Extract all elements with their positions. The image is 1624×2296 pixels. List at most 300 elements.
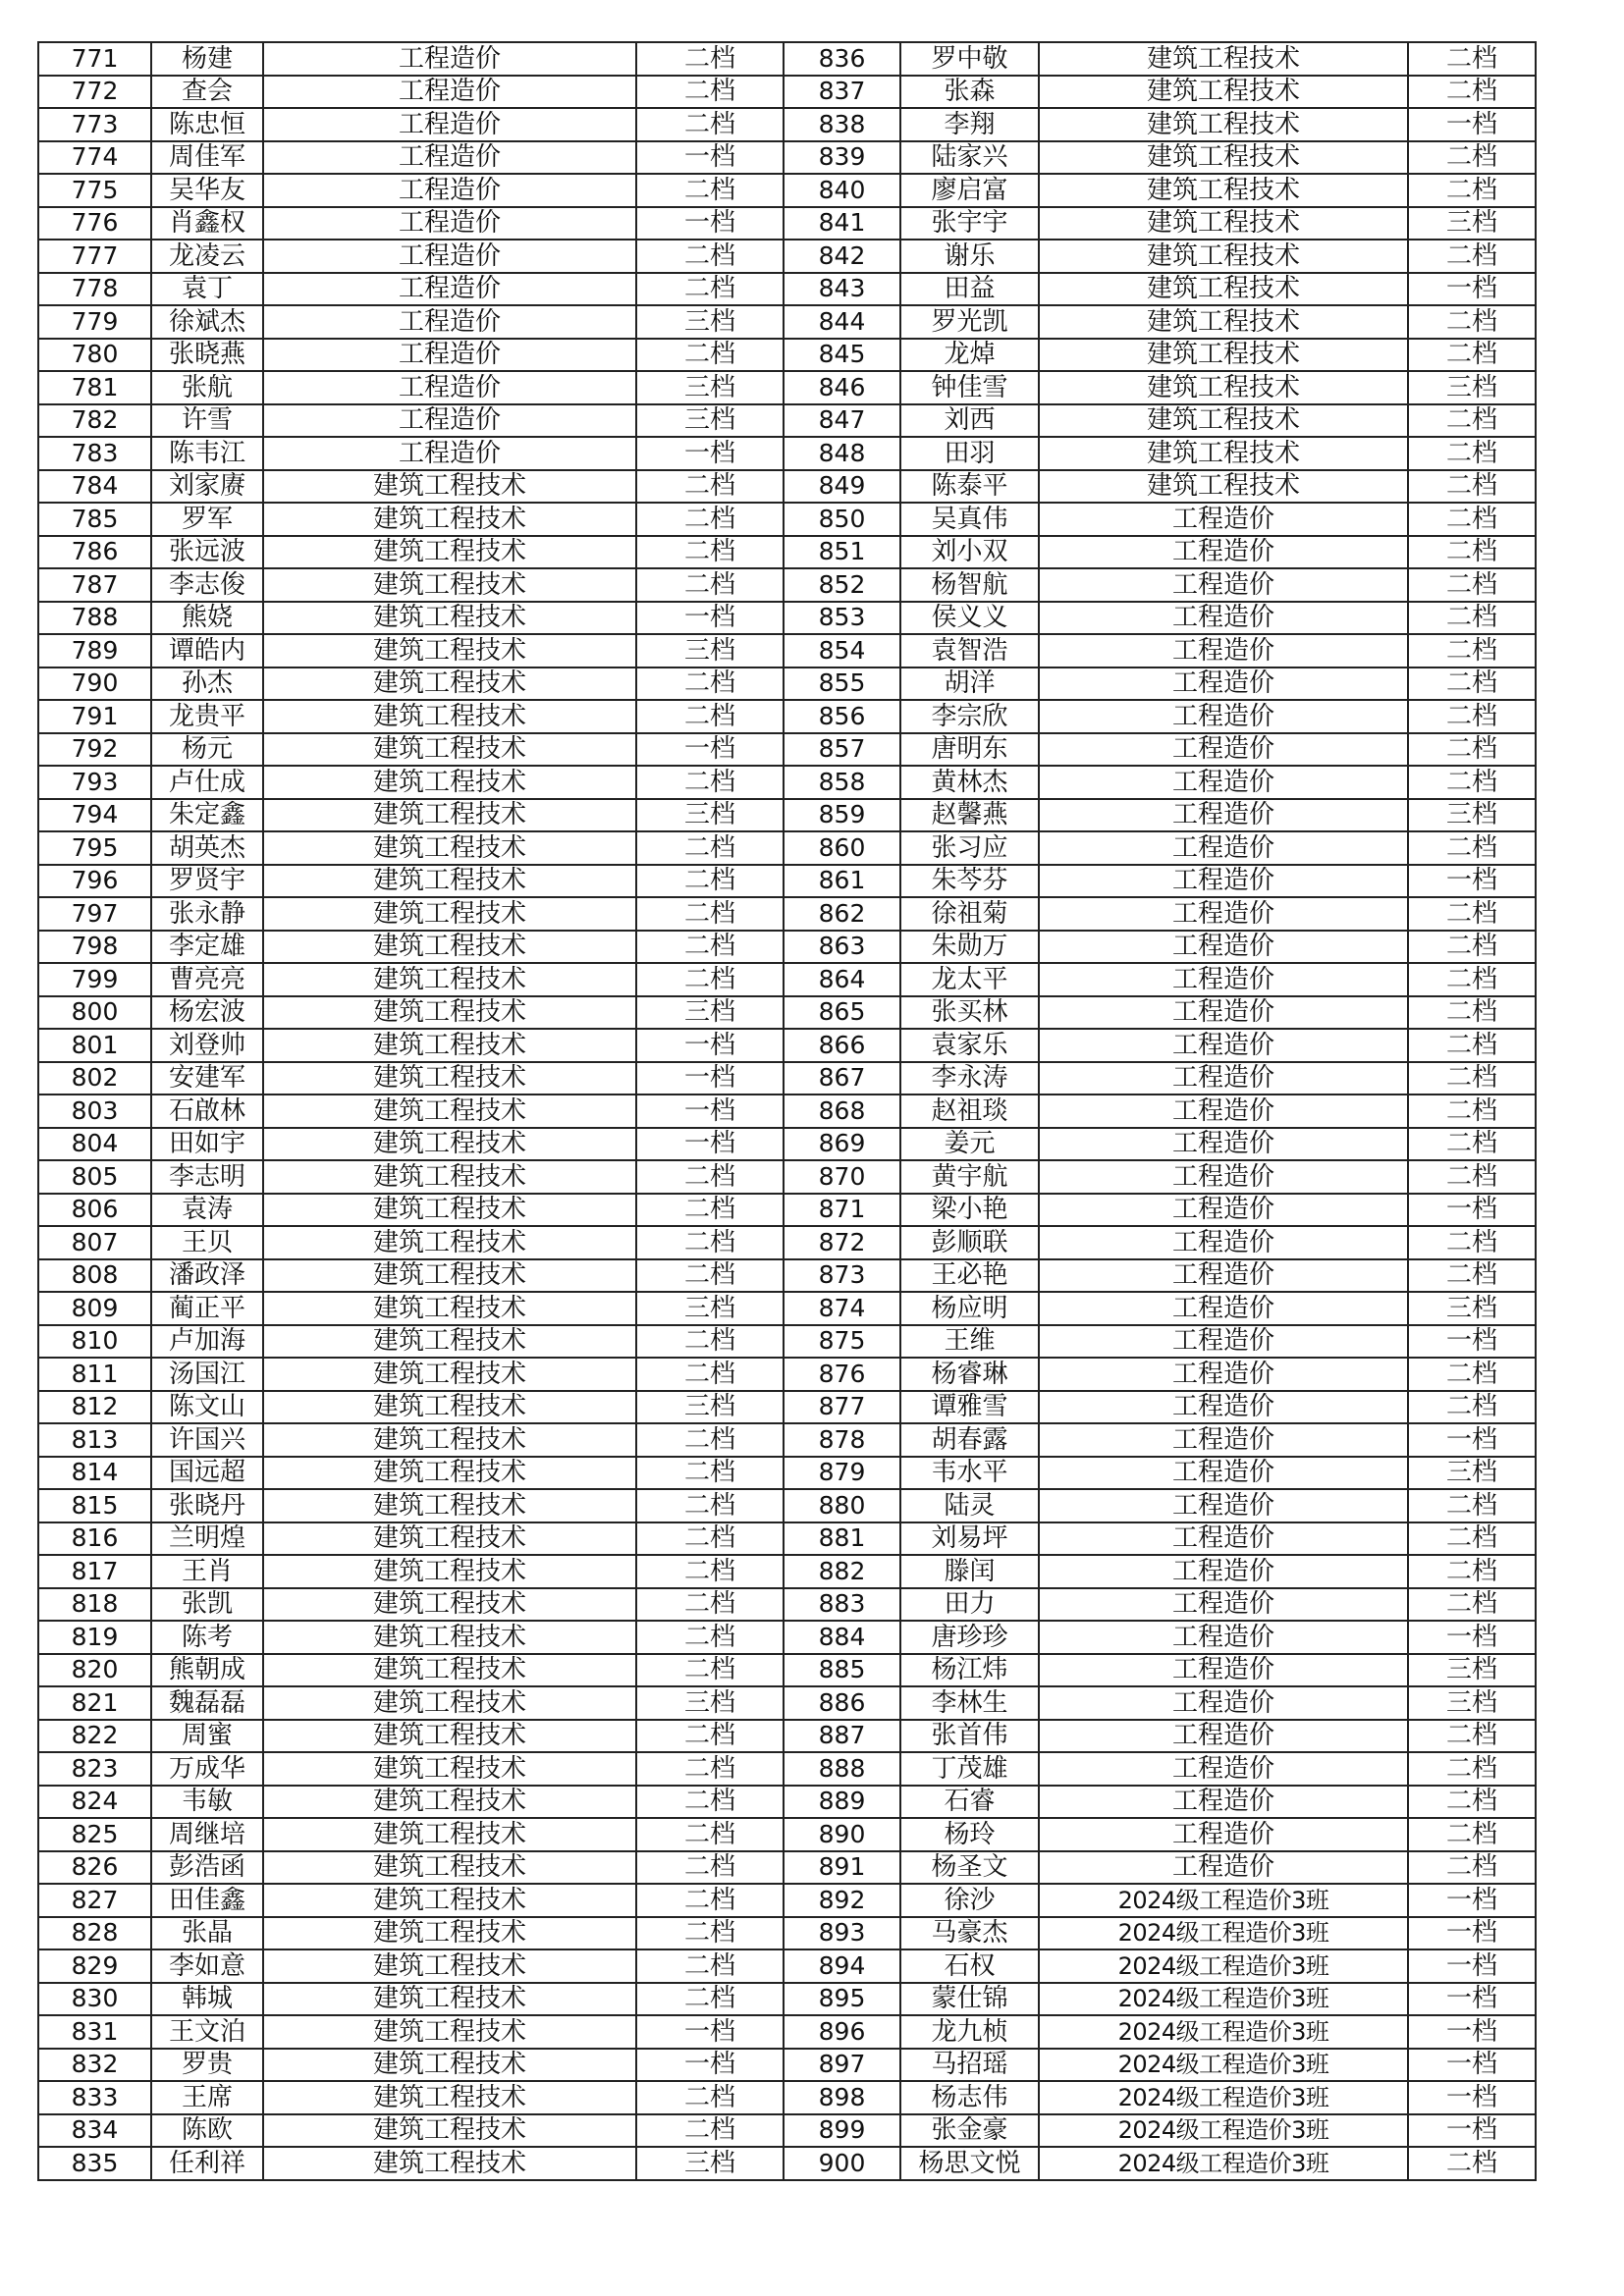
left-grade-level-cell: 二档 (636, 667, 784, 701)
table-row (38, 1029, 1536, 1062)
left-grade-level-cell: 二档 (636, 536, 784, 569)
left-major-cell: 建筑工程技术 (263, 931, 636, 964)
right-major-cell: 工程造价 (1039, 536, 1408, 569)
right-grade-level-cell: 二档 (1408, 503, 1536, 536)
right-major-cell: 工程造价 (1039, 1654, 1408, 1687)
left-student-name-cell: 卢仕成 (151, 766, 263, 799)
left-serial-number-cell: 795 (38, 831, 151, 865)
right-student-name-cell: 李翔 (900, 108, 1039, 141)
right-serial-number-cell: 894 (784, 1949, 900, 1983)
left-serial-number-cell: 830 (38, 1983, 151, 2016)
right-student-name-cell: 李宗欣 (900, 700, 1039, 733)
right-grade-level-cell: 一档 (1408, 1423, 1536, 1457)
right-grade-level-cell: 三档 (1408, 371, 1536, 404)
left-student-name-cell: 吴华友 (151, 174, 263, 207)
right-grade-level-cell: 二档 (1408, 1588, 1536, 1622)
left-serial-number-cell: 781 (38, 371, 151, 404)
left-student-name-cell: 龙贵平 (151, 700, 263, 733)
table-row (38, 1423, 1536, 1457)
table-row (38, 305, 1536, 339)
left-grade-level-cell: 二档 (636, 1358, 784, 1391)
right-major-cell: 建筑工程技术 (1039, 273, 1408, 306)
left-serial-number-cell: 804 (38, 1128, 151, 1161)
right-grade-level-cell: 二档 (1408, 634, 1536, 667)
right-grade-level-cell: 三档 (1408, 207, 1536, 240)
table-row (38, 2015, 1536, 2049)
right-grade-level-cell: 二档 (1408, 568, 1536, 602)
left-student-name-cell: 周继培 (151, 1818, 263, 1851)
table-row (38, 371, 1536, 404)
left-student-name-cell: 张航 (151, 371, 263, 404)
right-serial-number-cell: 851 (784, 536, 900, 569)
right-grade-level-cell: 二档 (1408, 1160, 1536, 1194)
left-student-name-cell: 曹亮亮 (151, 963, 263, 996)
table-row (38, 503, 1536, 536)
right-serial-number-cell: 893 (784, 1917, 900, 1950)
table-row (38, 1391, 1536, 1424)
right-student-name-cell: 袁家乐 (900, 1029, 1039, 1062)
right-major-cell: 2024级工程造价3班 (1039, 2081, 1408, 2114)
right-major-cell: 工程造价 (1039, 1786, 1408, 1819)
left-grade-level-cell: 二档 (636, 1621, 784, 1654)
left-major-cell: 建筑工程技术 (263, 1391, 636, 1424)
right-serial-number-cell: 854 (784, 634, 900, 667)
table-row (38, 240, 1536, 273)
left-serial-number-cell: 814 (38, 1457, 151, 1490)
right-student-name-cell: 田益 (900, 273, 1039, 306)
left-grade-level-cell: 二档 (636, 1884, 784, 1917)
right-grade-level-cell: 二档 (1408, 931, 1536, 964)
right-major-cell: 建筑工程技术 (1039, 76, 1408, 109)
right-student-name-cell: 徐沙 (900, 1884, 1039, 1917)
left-serial-number-cell: 831 (38, 2015, 151, 2049)
right-grade-level-cell: 二档 (1408, 766, 1536, 799)
right-student-name-cell: 唐珍珍 (900, 1621, 1039, 1654)
left-serial-number-cell: 780 (38, 339, 151, 372)
left-grade-level-cell: 一档 (636, 2049, 784, 2082)
left-grade-level-cell: 一档 (636, 602, 784, 635)
left-serial-number-cell: 778 (38, 273, 151, 306)
right-serial-number-cell: 897 (784, 2049, 900, 2082)
left-major-cell: 建筑工程技术 (263, 700, 636, 733)
left-grade-level-cell: 二档 (636, 240, 784, 273)
left-student-name-cell: 韩城 (151, 1983, 263, 2016)
table-row (38, 766, 1536, 799)
right-grade-level-cell: 二档 (1408, 700, 1536, 733)
left-student-name-cell: 李如意 (151, 1949, 263, 1983)
left-grade-level-cell: 三档 (636, 1686, 784, 1720)
right-major-cell: 工程造价 (1039, 1259, 1408, 1293)
right-grade-level-cell: 二档 (1408, 733, 1536, 767)
right-student-name-cell: 胡春露 (900, 1423, 1039, 1457)
right-grade-level-cell: 一档 (1408, 2015, 1536, 2049)
left-student-name-cell: 周佳军 (151, 141, 263, 175)
right-grade-level-cell: 一档 (1408, 1917, 1536, 1950)
left-major-cell: 建筑工程技术 (263, 996, 636, 1030)
left-grade-level-cell: 二档 (636, 108, 784, 141)
right-major-cell: 工程造价 (1039, 1292, 1408, 1325)
table-row (38, 1358, 1536, 1391)
left-major-cell: 建筑工程技术 (263, 568, 636, 602)
right-grade-level-cell: 一档 (1408, 108, 1536, 141)
left-serial-number-cell: 828 (38, 1917, 151, 1950)
left-student-name-cell: 刘登帅 (151, 1029, 263, 1062)
left-major-cell: 建筑工程技术 (263, 1522, 636, 1556)
left-serial-number-cell: 777 (38, 240, 151, 273)
left-serial-number-cell: 812 (38, 1391, 151, 1424)
right-student-name-cell: 李永涛 (900, 1062, 1039, 1095)
right-serial-number-cell: 848 (784, 437, 900, 470)
right-student-name-cell: 石权 (900, 1949, 1039, 1983)
left-grade-level-cell: 二档 (636, 1752, 784, 1786)
left-grade-level-cell: 二档 (636, 700, 784, 733)
right-serial-number-cell: 867 (784, 1062, 900, 1095)
left-student-name-cell: 朱定鑫 (151, 799, 263, 832)
right-major-cell: 建筑工程技术 (1039, 174, 1408, 207)
right-serial-number-cell: 841 (784, 207, 900, 240)
table-row (38, 1818, 1536, 1851)
left-student-name-cell: 罗军 (151, 503, 263, 536)
left-student-name-cell: 陈韦江 (151, 437, 263, 470)
left-grade-level-cell: 二档 (636, 470, 784, 504)
table-row (38, 602, 1536, 635)
table-row (38, 897, 1536, 931)
left-student-name-cell: 胡英杰 (151, 831, 263, 865)
right-major-cell: 工程造价 (1039, 1226, 1408, 1259)
left-student-name-cell: 任利祥 (151, 2147, 263, 2180)
left-student-name-cell: 陈文山 (151, 1391, 263, 1424)
right-student-name-cell: 侯义义 (900, 602, 1039, 635)
right-major-cell: 工程造价 (1039, 1391, 1408, 1424)
left-serial-number-cell: 825 (38, 1818, 151, 1851)
left-major-cell: 工程造价 (263, 174, 636, 207)
table-row (38, 1194, 1536, 1227)
table-row (38, 733, 1536, 767)
left-major-cell: 建筑工程技术 (263, 1029, 636, 1062)
right-serial-number-cell: 891 (784, 1851, 900, 1885)
right-student-name-cell: 吴真伟 (900, 503, 1039, 536)
left-student-name-cell: 许国兴 (151, 1423, 263, 1457)
right-student-name-cell: 谢乐 (900, 240, 1039, 273)
left-grade-level-cell: 二档 (636, 273, 784, 306)
right-serial-number-cell: 842 (784, 240, 900, 273)
left-serial-number-cell: 807 (38, 1226, 151, 1259)
left-grade-level-cell: 一档 (636, 1095, 784, 1128)
right-student-name-cell: 杨玲 (900, 1818, 1039, 1851)
right-major-cell: 2024级工程造价3班 (1039, 1983, 1408, 2016)
left-serial-number-cell: 817 (38, 1555, 151, 1588)
right-serial-number-cell: 882 (784, 1555, 900, 1588)
left-major-cell: 工程造价 (263, 141, 636, 175)
left-major-cell: 建筑工程技术 (263, 2114, 636, 2148)
left-grade-level-cell: 三档 (636, 996, 784, 1030)
right-serial-number-cell: 843 (784, 273, 900, 306)
right-grade-level-cell: 二档 (1408, 1555, 1536, 1588)
left-major-cell: 工程造价 (263, 305, 636, 339)
left-major-cell: 建筑工程技术 (263, 1095, 636, 1128)
left-grade-level-cell: 二档 (636, 1194, 784, 1227)
left-student-name-cell: 杨元 (151, 733, 263, 767)
right-serial-number-cell: 889 (784, 1786, 900, 1819)
right-serial-number-cell: 852 (784, 568, 900, 602)
right-major-cell: 工程造价 (1039, 996, 1408, 1030)
table-row (38, 404, 1536, 438)
right-student-name-cell: 田力 (900, 1588, 1039, 1622)
right-major-cell: 工程造价 (1039, 667, 1408, 701)
right-major-cell: 工程造价 (1039, 1818, 1408, 1851)
right-grade-level-cell: 二档 (1408, 1489, 1536, 1522)
right-serial-number-cell: 878 (784, 1423, 900, 1457)
table-row (38, 1325, 1536, 1359)
right-student-name-cell: 马豪杰 (900, 1917, 1039, 1950)
table-row (38, 536, 1536, 569)
right-major-cell: 工程造价 (1039, 634, 1408, 667)
left-major-cell: 建筑工程技术 (263, 1160, 636, 1194)
table-row (38, 2147, 1536, 2180)
right-major-cell: 建筑工程技术 (1039, 437, 1408, 470)
left-student-name-cell: 杨宏波 (151, 996, 263, 1030)
right-grade-level-cell: 二档 (1408, 1128, 1536, 1161)
left-major-cell: 建筑工程技术 (263, 1786, 636, 1819)
right-grade-level-cell: 二档 (1408, 1818, 1536, 1851)
left-major-cell: 工程造价 (263, 207, 636, 240)
right-serial-number-cell: 885 (784, 1654, 900, 1687)
left-serial-number-cell: 824 (38, 1786, 151, 1819)
left-grade-level-cell: 二档 (636, 503, 784, 536)
right-major-cell: 建筑工程技术 (1039, 207, 1408, 240)
right-major-cell: 建筑工程技术 (1039, 470, 1408, 504)
left-major-cell: 建筑工程技术 (263, 1686, 636, 1720)
right-serial-number-cell: 837 (784, 76, 900, 109)
left-serial-number-cell: 815 (38, 1489, 151, 1522)
left-student-name-cell: 张晓燕 (151, 339, 263, 372)
right-student-name-cell: 蒙仕锦 (900, 1983, 1039, 2016)
left-serial-number-cell: 820 (38, 1654, 151, 1687)
left-student-name-cell: 张远波 (151, 536, 263, 569)
right-grade-level-cell: 一档 (1408, 1884, 1536, 1917)
table-row (38, 108, 1536, 141)
table-row (38, 1259, 1536, 1293)
left-grade-level-cell: 二档 (636, 931, 784, 964)
right-serial-number-cell: 861 (784, 865, 900, 898)
left-grade-level-cell: 二档 (636, 2081, 784, 2114)
right-major-cell: 2024级工程造价3班 (1039, 1949, 1408, 1983)
left-major-cell: 建筑工程技术 (263, 1654, 636, 1687)
table-row (38, 2081, 1536, 2114)
right-grade-level-cell: 二档 (1408, 1259, 1536, 1293)
right-grade-level-cell: 三档 (1408, 1686, 1536, 1720)
table-row (38, 207, 1536, 240)
left-major-cell: 建筑工程技术 (263, 2015, 636, 2049)
right-student-name-cell: 胡洋 (900, 667, 1039, 701)
right-student-name-cell: 唐明东 (900, 733, 1039, 767)
right-major-cell: 工程造价 (1039, 733, 1408, 767)
left-grade-level-cell: 二档 (636, 865, 784, 898)
left-major-cell: 建筑工程技术 (263, 733, 636, 767)
right-major-cell: 工程造价 (1039, 831, 1408, 865)
table-row (38, 76, 1536, 109)
left-major-cell: 建筑工程技术 (263, 897, 636, 931)
left-major-cell: 建筑工程技术 (263, 536, 636, 569)
left-student-name-cell: 王肖 (151, 1555, 263, 1588)
table-row (38, 1621, 1536, 1654)
right-major-cell: 建筑工程技术 (1039, 141, 1408, 175)
right-student-name-cell: 赵馨燕 (900, 799, 1039, 832)
left-student-name-cell: 刘家赓 (151, 470, 263, 504)
student-grade-table (37, 41, 1537, 2181)
left-serial-number-cell: 800 (38, 996, 151, 1030)
left-serial-number-cell: 799 (38, 963, 151, 996)
right-grade-level-cell: 二档 (1408, 831, 1536, 865)
right-serial-number-cell: 840 (784, 174, 900, 207)
right-serial-number-cell: 855 (784, 667, 900, 701)
left-major-cell: 建筑工程技术 (263, 1489, 636, 1522)
table-row (38, 141, 1536, 175)
right-serial-number-cell: 864 (784, 963, 900, 996)
right-grade-level-cell: 二档 (1408, 1522, 1536, 1556)
right-serial-number-cell: 838 (784, 108, 900, 141)
right-grade-level-cell: 二档 (1408, 305, 1536, 339)
right-serial-number-cell: 887 (784, 1720, 900, 1753)
right-major-cell: 工程造价 (1039, 1621, 1408, 1654)
left-student-name-cell: 徐斌杰 (151, 305, 263, 339)
right-student-name-cell: 滕闰 (900, 1555, 1039, 1588)
right-student-name-cell: 罗光凯 (900, 305, 1039, 339)
right-grade-level-cell: 二档 (1408, 1062, 1536, 1095)
left-major-cell: 建筑工程技术 (263, 1884, 636, 1917)
right-serial-number-cell: 892 (784, 1884, 900, 1917)
left-serial-number-cell: 790 (38, 667, 151, 701)
right-student-name-cell: 张宇宇 (900, 207, 1039, 240)
right-student-name-cell: 谭雅雪 (900, 1391, 1039, 1424)
left-student-name-cell: 王文泊 (151, 2015, 263, 2049)
left-serial-number-cell: 771 (38, 42, 151, 76)
right-serial-number-cell: 872 (784, 1226, 900, 1259)
right-serial-number-cell: 898 (784, 2081, 900, 2114)
table-row (38, 1884, 1536, 1917)
left-major-cell: 工程造价 (263, 108, 636, 141)
left-grade-level-cell: 一档 (636, 207, 784, 240)
right-student-name-cell: 杨思文悦 (900, 2147, 1039, 2180)
right-serial-number-cell: 868 (784, 1095, 900, 1128)
right-serial-number-cell: 850 (784, 503, 900, 536)
left-grade-level-cell: 二档 (636, 1325, 784, 1359)
left-major-cell: 建筑工程技术 (263, 1128, 636, 1161)
left-serial-number-cell: 796 (38, 865, 151, 898)
left-grade-level-cell: 二档 (636, 963, 784, 996)
table-row (38, 799, 1536, 832)
left-major-cell: 建筑工程技术 (263, 634, 636, 667)
left-major-cell: 建筑工程技术 (263, 1949, 636, 1983)
left-major-cell: 建筑工程技术 (263, 1555, 636, 1588)
right-major-cell: 工程造价 (1039, 503, 1408, 536)
left-major-cell: 建筑工程技术 (263, 2049, 636, 2082)
left-grade-level-cell: 二档 (636, 568, 784, 602)
right-student-name-cell: 姜元 (900, 1128, 1039, 1161)
left-grade-level-cell: 一档 (636, 733, 784, 767)
right-student-name-cell: 杨圣文 (900, 1851, 1039, 1885)
left-serial-number-cell: 822 (38, 1720, 151, 1753)
table-row (38, 1983, 1536, 2016)
table-row (38, 1555, 1536, 1588)
right-major-cell: 工程造价 (1039, 766, 1408, 799)
right-student-name-cell: 杨江炜 (900, 1654, 1039, 1687)
table-row (38, 1292, 1536, 1325)
right-serial-number-cell: 871 (784, 1194, 900, 1227)
right-major-cell: 2024级工程造价3班 (1039, 2147, 1408, 2180)
table-row (38, 963, 1536, 996)
right-major-cell: 建筑工程技术 (1039, 339, 1408, 372)
right-major-cell: 建筑工程技术 (1039, 371, 1408, 404)
right-serial-number-cell: 846 (784, 371, 900, 404)
right-major-cell: 工程造价 (1039, 1851, 1408, 1885)
right-serial-number-cell: 863 (784, 931, 900, 964)
left-student-name-cell: 万成华 (151, 1752, 263, 1786)
left-major-cell: 建筑工程技术 (263, 831, 636, 865)
right-serial-number-cell: 839 (784, 141, 900, 175)
right-student-name-cell: 杨睿琳 (900, 1358, 1039, 1391)
right-serial-number-cell: 857 (784, 733, 900, 767)
right-major-cell: 建筑工程技术 (1039, 108, 1408, 141)
left-major-cell: 建筑工程技术 (263, 667, 636, 701)
table-row (38, 931, 1536, 964)
right-student-name-cell: 李林生 (900, 1686, 1039, 1720)
right-serial-number-cell: 896 (784, 2015, 900, 2049)
left-student-name-cell: 罗贤宇 (151, 865, 263, 898)
table-row (38, 865, 1536, 898)
right-major-cell: 工程造价 (1039, 1522, 1408, 1556)
left-major-cell: 建筑工程技术 (263, 1983, 636, 2016)
left-major-cell: 建筑工程技术 (263, 470, 636, 504)
right-serial-number-cell: 853 (784, 602, 900, 635)
right-student-name-cell: 杨智航 (900, 568, 1039, 602)
left-major-cell: 建筑工程技术 (263, 1720, 636, 1753)
right-serial-number-cell: 847 (784, 404, 900, 438)
right-serial-number-cell: 869 (784, 1128, 900, 1161)
left-serial-number-cell: 784 (38, 470, 151, 504)
right-major-cell: 工程造价 (1039, 1358, 1408, 1391)
right-serial-number-cell: 836 (784, 42, 900, 76)
right-student-name-cell: 朱勋万 (900, 931, 1039, 964)
right-grade-level-cell: 二档 (1408, 963, 1536, 996)
left-student-name-cell: 田佳鑫 (151, 1884, 263, 1917)
right-student-name-cell: 杨应明 (900, 1292, 1039, 1325)
left-student-name-cell: 龙凌云 (151, 240, 263, 273)
left-grade-level-cell: 一档 (636, 1029, 784, 1062)
left-serial-number-cell: 775 (38, 174, 151, 207)
left-serial-number-cell: 827 (38, 1884, 151, 1917)
left-grade-level-cell: 一档 (636, 2015, 784, 2049)
right-grade-level-cell: 二档 (1408, 42, 1536, 76)
left-grade-level-cell: 二档 (636, 1983, 784, 2016)
right-grade-level-cell: 二档 (1408, 996, 1536, 1030)
left-student-name-cell: 卢加海 (151, 1325, 263, 1359)
right-major-cell: 工程造价 (1039, 1325, 1408, 1359)
right-grade-level-cell: 二档 (1408, 404, 1536, 438)
right-grade-level-cell: 二档 (1408, 1095, 1536, 1128)
left-student-name-cell: 熊娆 (151, 602, 263, 635)
left-serial-number-cell: 813 (38, 1423, 151, 1457)
right-student-name-cell: 田羽 (900, 437, 1039, 470)
right-major-cell: 工程造价 (1039, 1489, 1408, 1522)
left-serial-number-cell: 811 (38, 1358, 151, 1391)
left-student-name-cell: 张永静 (151, 897, 263, 931)
right-student-name-cell: 朱芩芬 (900, 865, 1039, 898)
right-major-cell: 工程造价 (1039, 568, 1408, 602)
right-major-cell: 建筑工程技术 (1039, 240, 1408, 273)
right-student-name-cell: 王维 (900, 1325, 1039, 1359)
table-row (38, 1588, 1536, 1622)
